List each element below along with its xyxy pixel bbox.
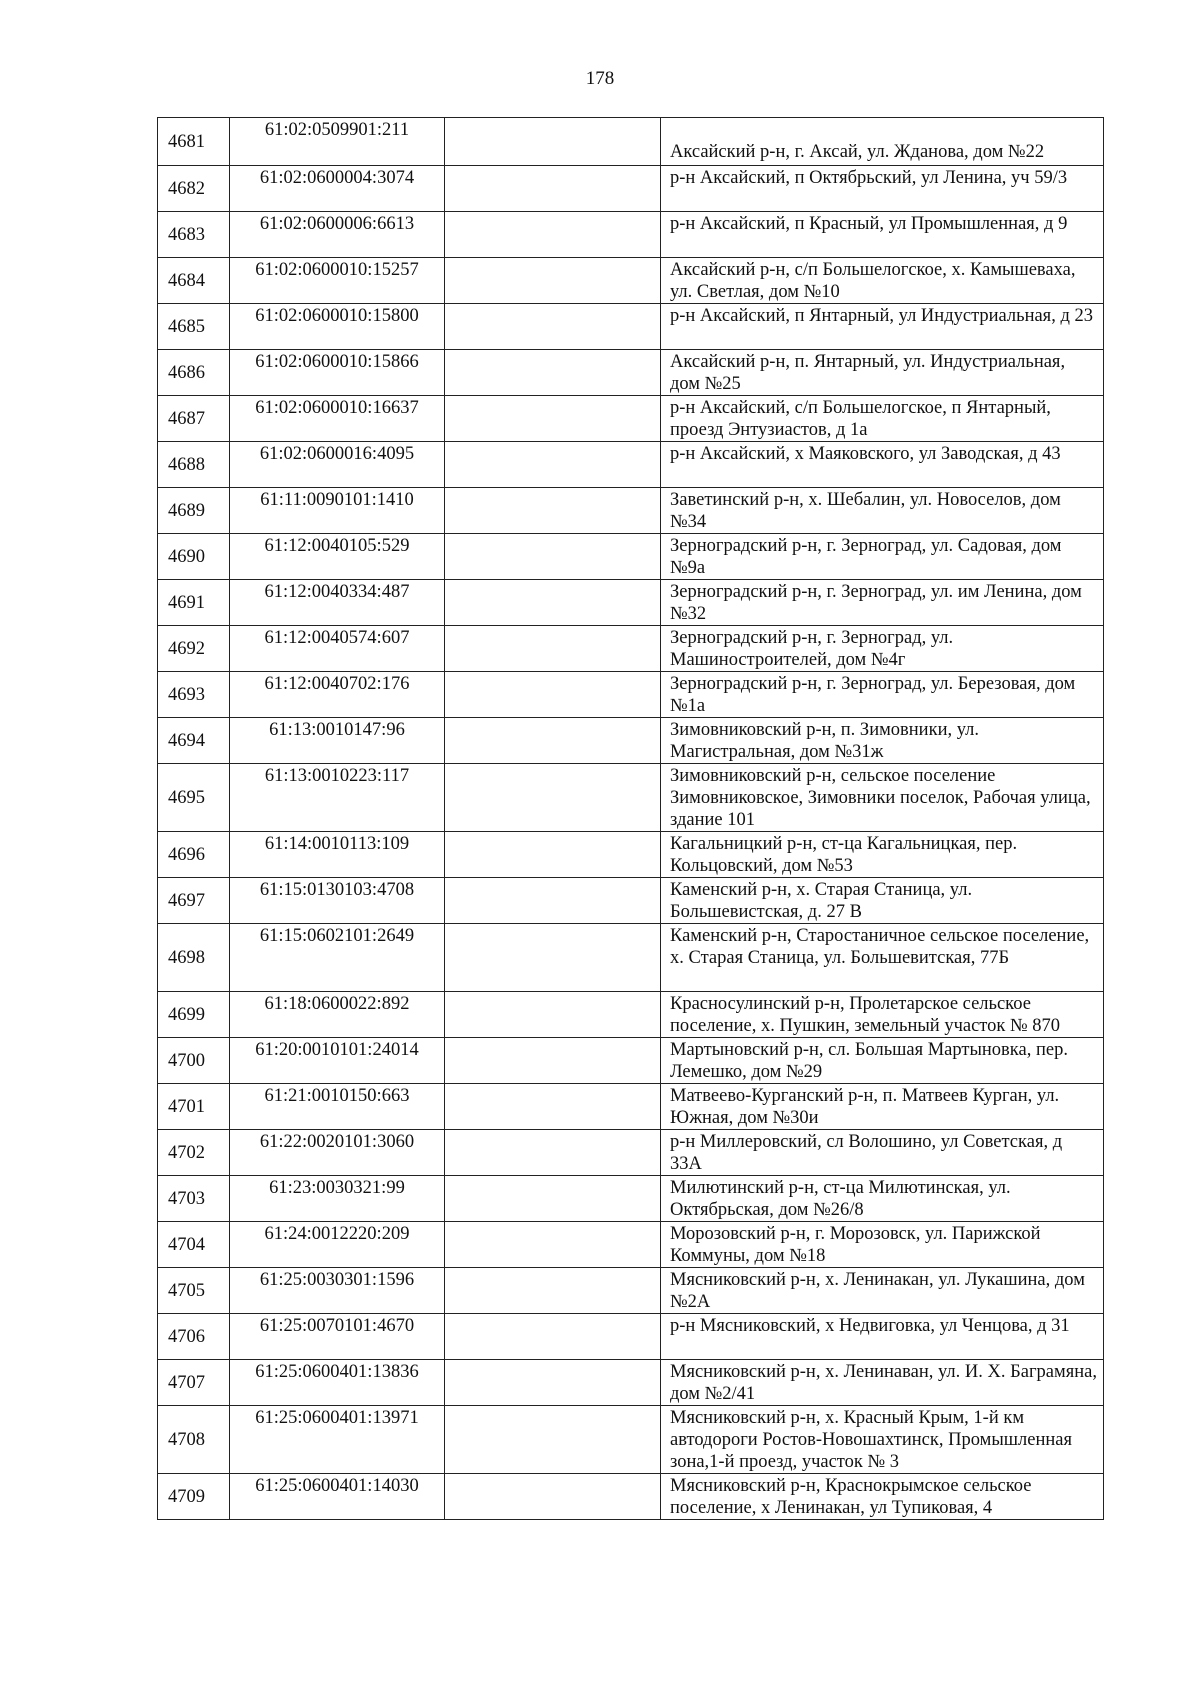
row-number: 4693 xyxy=(158,672,230,718)
address: Мартыновский р-н, сл. Большая Мартыновка, пер. Лемешко, дом №29 xyxy=(661,1038,1104,1084)
cadastral-number: 61:15:0602101:2649 xyxy=(230,924,445,992)
table-row xyxy=(158,626,1104,672)
empty-cell xyxy=(445,396,661,442)
row-number: 4696 xyxy=(158,832,230,878)
cadastral-number: 61:18:0600022:892 xyxy=(230,992,445,1038)
empty-cell xyxy=(445,1038,661,1084)
empty-cell xyxy=(445,534,661,580)
cadastral-number: 61:25:0600401:14030 xyxy=(230,1474,445,1520)
cadastral-number: 61:22:0020101:3060 xyxy=(230,1130,445,1176)
empty-cell xyxy=(445,1130,661,1176)
empty-cell xyxy=(445,258,661,304)
address: Мясниковский р-н, х. Ленинаван, ул. И. Х. Баграмяна, дом №2/41 xyxy=(661,1360,1104,1406)
table-row xyxy=(158,672,1104,718)
address: Мясниковский р-н, х. Красный Крым, 1-й км автодороги Ростов-Новошахтинск, Промышленная зона,1-й проезд, участок № 3 xyxy=(661,1406,1104,1474)
empty-cell xyxy=(445,1268,661,1314)
address: Каменский р-н, Старостаничное сельское поселение, х. Старая Станица, ул. Большевитская, 77Б xyxy=(661,924,1104,992)
cadastral-number: 61:13:0010223:117 xyxy=(230,764,445,832)
address: р-н Аксайский, х Маяковского, ул Заводская, д 43 xyxy=(661,442,1104,488)
row-number: 4697 xyxy=(158,878,230,924)
address: р-н Аксайский, с/п Большелогское, п Янтарный, проезд Энтузиастов, д 1а xyxy=(661,396,1104,442)
cadastral-number: 61:02:0600010:16637 xyxy=(230,396,445,442)
cadastral-number: 61:20:0010101:24014 xyxy=(230,1038,445,1084)
row-number: 4689 xyxy=(158,488,230,534)
row-number: 4702 xyxy=(158,1130,230,1176)
row-number: 4704 xyxy=(158,1222,230,1268)
empty-cell xyxy=(445,832,661,878)
address: Матвеево-Курганский р-н, п. Матвеев Курган, ул. Южная, дом №30и xyxy=(661,1084,1104,1130)
address: Зерноградский р-н, г. Зерноград, ул. Садовая, дом №9а xyxy=(661,534,1104,580)
empty-cell xyxy=(445,878,661,924)
empty-cell xyxy=(445,718,661,764)
table-row xyxy=(158,166,1104,212)
empty-cell xyxy=(445,118,661,166)
empty-cell xyxy=(445,442,661,488)
row-number: 4706 xyxy=(158,1314,230,1360)
row-number: 4691 xyxy=(158,580,230,626)
row-number: 4699 xyxy=(158,992,230,1038)
address: р-н Мясниковский, х Недвиговка, ул Ченцова, д 31 xyxy=(661,1314,1104,1360)
empty-cell xyxy=(445,1406,661,1474)
empty-cell xyxy=(445,1474,661,1520)
row-number: 4698 xyxy=(158,924,230,992)
cadastral-number: 61:02:0600010:15257 xyxy=(230,258,445,304)
empty-cell xyxy=(445,212,661,258)
cadastral-number: 61:23:0030321:99 xyxy=(230,1176,445,1222)
table-row xyxy=(158,350,1104,396)
address: Аксайский р-н, с/п Большелогское, х. Камышеваха, ул. Светлая, дом №10 xyxy=(661,258,1104,304)
registry-table-body xyxy=(158,118,1104,1520)
table-row xyxy=(158,580,1104,626)
table-row xyxy=(158,304,1104,350)
cadastral-number: 61:21:0010150:663 xyxy=(230,1084,445,1130)
row-number: 4683 xyxy=(158,212,230,258)
empty-cell xyxy=(445,580,661,626)
table-row xyxy=(158,1474,1104,1520)
row-number: 4708 xyxy=(158,1406,230,1474)
address: Зимовниковский р-н, п. Зимовники, ул. Магистральная, дом №31ж xyxy=(661,718,1104,764)
empty-cell xyxy=(445,1360,661,1406)
table-row xyxy=(158,832,1104,878)
cadastral-number: 61:25:0070101:4670 xyxy=(230,1314,445,1360)
table-row xyxy=(158,992,1104,1038)
address: Зерноградский р-н, г. Зерноград, ул. Березовая, дом №1а xyxy=(661,672,1104,718)
row-number: 4705 xyxy=(158,1268,230,1314)
address: Милютинский р-н, ст-ца Милютинская, ул. Октябрьская, дом №26/8 xyxy=(661,1176,1104,1222)
table-row xyxy=(158,1360,1104,1406)
cadastral-number: 61:02:0600006:6613 xyxy=(230,212,445,258)
empty-cell xyxy=(445,672,661,718)
empty-cell xyxy=(445,626,661,672)
cadastral-number: 61:12:0040574:607 xyxy=(230,626,445,672)
address: р-н Аксайский, п Красный, ул Промышленная, д 9 xyxy=(661,212,1104,258)
table-row xyxy=(158,1038,1104,1084)
table-row xyxy=(158,1130,1104,1176)
address: р-н Миллеровский, сл Волошино, ул Советская, д 33А xyxy=(661,1130,1104,1176)
address: Зерноградский р-н, г. Зерноград, ул. им Ленина, дом №32 xyxy=(661,580,1104,626)
empty-cell xyxy=(445,488,661,534)
empty-cell xyxy=(445,924,661,992)
row-number: 4684 xyxy=(158,258,230,304)
address: Зерноградский р-н, г. Зерноград, ул. Машиностроителей, дом №4г xyxy=(661,626,1104,672)
empty-cell xyxy=(445,1314,661,1360)
table-row xyxy=(158,534,1104,580)
page-number: 178 xyxy=(585,68,615,89)
address: Заветинский р-н, х. Шебалин, ул. Новоселов, дом №34 xyxy=(661,488,1104,534)
empty-cell xyxy=(445,1176,661,1222)
table-row xyxy=(158,924,1104,992)
address: Кагальницкий р-н, ст-ца Кагальницкая, пер. Кольцовский, дом №53 xyxy=(661,832,1104,878)
table-row xyxy=(158,718,1104,764)
row-number: 4685 xyxy=(158,304,230,350)
table-row xyxy=(158,764,1104,832)
table-row xyxy=(158,1314,1104,1360)
empty-cell xyxy=(445,304,661,350)
cadastral-number: 61:12:0040334:487 xyxy=(230,580,445,626)
cadastral-number: 61:02:0600010:15800 xyxy=(230,304,445,350)
address: Каменский р-н, х. Старая Станица, ул. Большевистская, д. 27 В xyxy=(661,878,1104,924)
row-number: 4687 xyxy=(158,396,230,442)
cadastral-number: 61:02:0600016:4095 xyxy=(230,442,445,488)
cadastral-number: 61:02:0600010:15866 xyxy=(230,350,445,396)
address: р-н Аксайский, п Янтарный, ул Индустриальная, д 23 xyxy=(661,304,1104,350)
row-number: 4694 xyxy=(158,718,230,764)
address: р-н Аксайский, п Октябрьский, ул Ленина, уч 59/3 xyxy=(661,166,1104,212)
table-row xyxy=(158,1406,1104,1474)
row-number: 4709 xyxy=(158,1474,230,1520)
cadastral-number: 61:14:0010113:109 xyxy=(230,832,445,878)
row-number: 4703 xyxy=(158,1176,230,1222)
table-row xyxy=(158,442,1104,488)
row-number: 4690 xyxy=(158,534,230,580)
table-row xyxy=(158,212,1104,258)
empty-cell xyxy=(445,1084,661,1130)
table-row xyxy=(158,1176,1104,1222)
cadastral-number: 61:12:0040105:529 xyxy=(230,534,445,580)
row-number: 4707 xyxy=(158,1360,230,1406)
table-row xyxy=(158,1222,1104,1268)
empty-cell xyxy=(445,992,661,1038)
row-number: 4682 xyxy=(158,166,230,212)
cadastral-number: 61:02:0509901:211 xyxy=(230,118,445,166)
table-row xyxy=(158,1268,1104,1314)
address: Красносулинский р-н, Пролетарское сельское поселение, х. Пушкин, земельный участок № 870 xyxy=(661,992,1104,1038)
address: Аксайский р-н, п. Янтарный, ул. Индустриальная, дом №25 xyxy=(661,350,1104,396)
empty-cell xyxy=(445,350,661,396)
table-row xyxy=(158,118,1104,166)
cadastral-number: 61:25:0600401:13836 xyxy=(230,1360,445,1406)
empty-cell xyxy=(445,764,661,832)
address: Аксайский р-н, г. Аксай, ул. Жданова, дом №22 xyxy=(661,118,1104,166)
table-row xyxy=(158,878,1104,924)
address: Мясниковский р-н, Краснокрымское сельское поселение, х Ленинакан, ул Тупиковая, 4 xyxy=(661,1474,1104,1520)
row-number: 4701 xyxy=(158,1084,230,1130)
registry-table xyxy=(157,117,1104,1520)
cadastral-number: 61:25:0600401:13971 xyxy=(230,1406,445,1474)
address: Мясниковский р-н, х. Ленинакан, ул. Лукашина, дом №2А xyxy=(661,1268,1104,1314)
address: Морозовский р-н, г. Морозовск, ул. Парижской Коммуны, дом №18 xyxy=(661,1222,1104,1268)
row-number: 4681 xyxy=(158,118,230,166)
table-row xyxy=(158,258,1104,304)
row-number: 4686 xyxy=(158,350,230,396)
cadastral-number: 61:12:0040702:176 xyxy=(230,672,445,718)
empty-cell xyxy=(445,166,661,212)
cadastral-number: 61:13:0010147:96 xyxy=(230,718,445,764)
table-row xyxy=(158,396,1104,442)
cadastral-number: 61:15:0130103:4708 xyxy=(230,878,445,924)
cadastral-number: 61:02:0600004:3074 xyxy=(230,166,445,212)
cadastral-number: 61:11:0090101:1410 xyxy=(230,488,445,534)
table-row xyxy=(158,488,1104,534)
row-number: 4692 xyxy=(158,626,230,672)
address: Зимовниковский р-н, сельское поселение Зимовниковское, Зимовники поселок, Рабочая улица, здание 101 xyxy=(661,764,1104,832)
row-number: 4688 xyxy=(158,442,230,488)
empty-cell xyxy=(445,1222,661,1268)
row-number: 4695 xyxy=(158,764,230,832)
cadastral-number: 61:24:0012220:209 xyxy=(230,1222,445,1268)
cadastral-number: 61:25:0030301:1596 xyxy=(230,1268,445,1314)
row-number: 4700 xyxy=(158,1038,230,1084)
table-row xyxy=(158,1084,1104,1130)
